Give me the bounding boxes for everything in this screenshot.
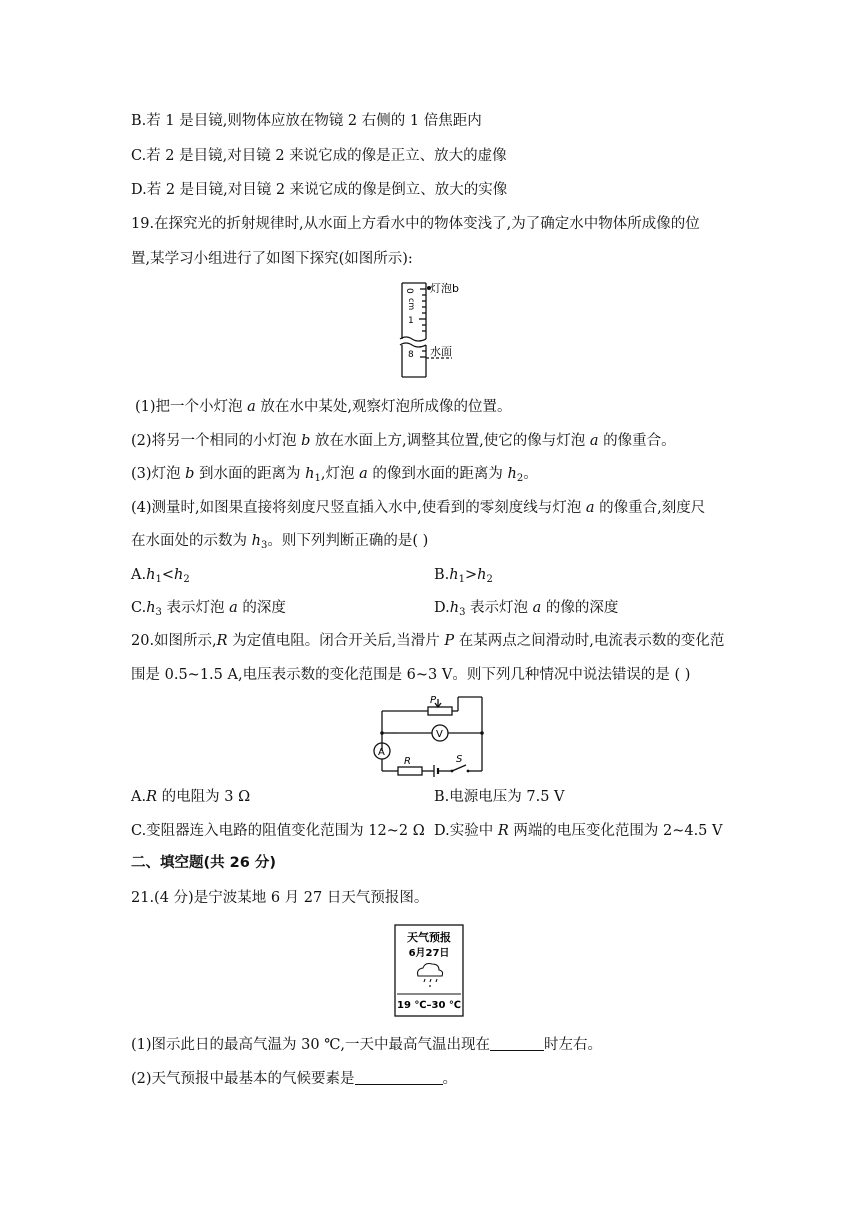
weather-forecast-figure — [394, 924, 464, 1017]
ruler-one-label: 1 — [408, 316, 414, 326]
q19-step-1: (1)把一个小灯泡 a 放在水中某处,观察灯泡所成像的位置。 — [135, 399, 512, 415]
q18-option-c: C.若 2 是目镜,对目镜 2 来说它成的像是正立、放大的虚像 — [131, 148, 507, 164]
q20-stem-line-1: 20.如图所示,R 为定值电阻。闭合开关后,当滑片 P 在某两点之间滑动时,电流表示数的变化范 — [131, 633, 725, 649]
forecast-date: 6月27日 — [408, 948, 450, 959]
resistor-r-label: R — [404, 756, 411, 767]
q19-option-b: $B.h_1>h_2$ — [434, 567, 493, 585]
q19-options-row-1 — [131, 565, 190, 585]
q19-option-c: $C.h_3$ 表示灯泡 a 的深度 — [131, 600, 286, 618]
q20-option-c: C.变阻器连入电路的阻值变化范围为 12~2 Ω — [131, 823, 425, 839]
q21-sub-1: (1)图示此日的最高气温为 30 ℃,一天中最高气温出现在 时左右。 — [131, 1037, 603, 1053]
q18-option-d: D.若 2 是目镜,对目镜 2 来说它成的像是倒立、放大的实像 — [131, 182, 508, 198]
q20-option-a: A.R 的电阻为 3 Ω — [131, 789, 251, 805]
water-surface-label: 水面 — [430, 345, 452, 358]
circuit-diagram — [368, 693, 494, 779]
ruler-eight-label: 8 — [408, 350, 414, 360]
ruler-water-figure — [392, 281, 484, 381]
voltmeter-icon: V — [436, 729, 443, 740]
section-2-title: 二、填空题(共 26 分) — [131, 855, 277, 871]
forecast-temperature-range: 19 ℃–30 ℃ — [396, 1000, 462, 1011]
q19-step-4-line-2: 在水面处的示数为 $h_3$。则下列判断正确的是( ) — [131, 533, 429, 551]
cloud-rain-icon — [418, 964, 443, 983]
q19-option-a: $A.h_1<h_2$ — [131, 567, 190, 585]
q21-answer-blank-1[interactable] — [490, 1036, 544, 1051]
ruler-unit-label: cm — [407, 298, 416, 311]
q21-sub-2: (2)天气预报中最基本的气候要素是 。 — [131, 1071, 458, 1087]
q19-step-3: (3)灯泡 b 到水面的距离为 $h_1$,灯泡 a 的像到水面的距离为 $h_2$。 — [131, 466, 538, 484]
q19-stem-line-2: 置,某学习小组进行了如图下探究(如图所示): — [131, 251, 413, 267]
q18-option-b: B.若 1 是目镜,则物体应放在物镜 2 右侧的 1 倍焦距内 — [131, 113, 482, 129]
q21-stem: 21.(4 分)是宁波某地 6 月 27 日天气预报图。 — [131, 890, 429, 906]
q19-step-4-line-1: (4)测量时,如图果直接将刻度尺竖直插入水中,使看到的零刻度线与灯泡 a 的像重合,刻度尺 — [131, 500, 706, 516]
q21-answer-blank-2[interactable] — [355, 1070, 443, 1085]
switch-s-label: S — [456, 754, 463, 765]
q19-stem-line-1: 19.在探究光的折射规律时,从水面上方看水中的物体变浅了,为了确定水中物体所成像的位 — [131, 216, 700, 232]
ruler-zero-label: 0 — [404, 288, 414, 294]
bulb-b-label: 灯泡b — [430, 282, 459, 295]
ammeter-icon: A — [378, 747, 385, 758]
q20-option-d: D.实验中 R 两端的电压变化范围为 2~4.5 V — [434, 823, 723, 839]
q20-stem-line-2: 围是 0.5~1.5 A,电压表示数的变化范围是 6~3 V。则下列几种情况中说法错误的是 ( ) — [131, 667, 691, 683]
slider-p-label: P — [430, 695, 437, 706]
forecast-title: 天气预报 — [407, 931, 451, 944]
q19-step-2: (2)将另一个相同的小灯泡 b 放在水面上方,调整其位置,使它的像与灯泡 a 的像重合。 — [131, 433, 676, 449]
q19-option-d: $D.h_3$ 表示灯泡 a 的像的深度 — [434, 600, 619, 618]
q20-option-b: B.电源电压为 7.5 V — [434, 789, 565, 805]
